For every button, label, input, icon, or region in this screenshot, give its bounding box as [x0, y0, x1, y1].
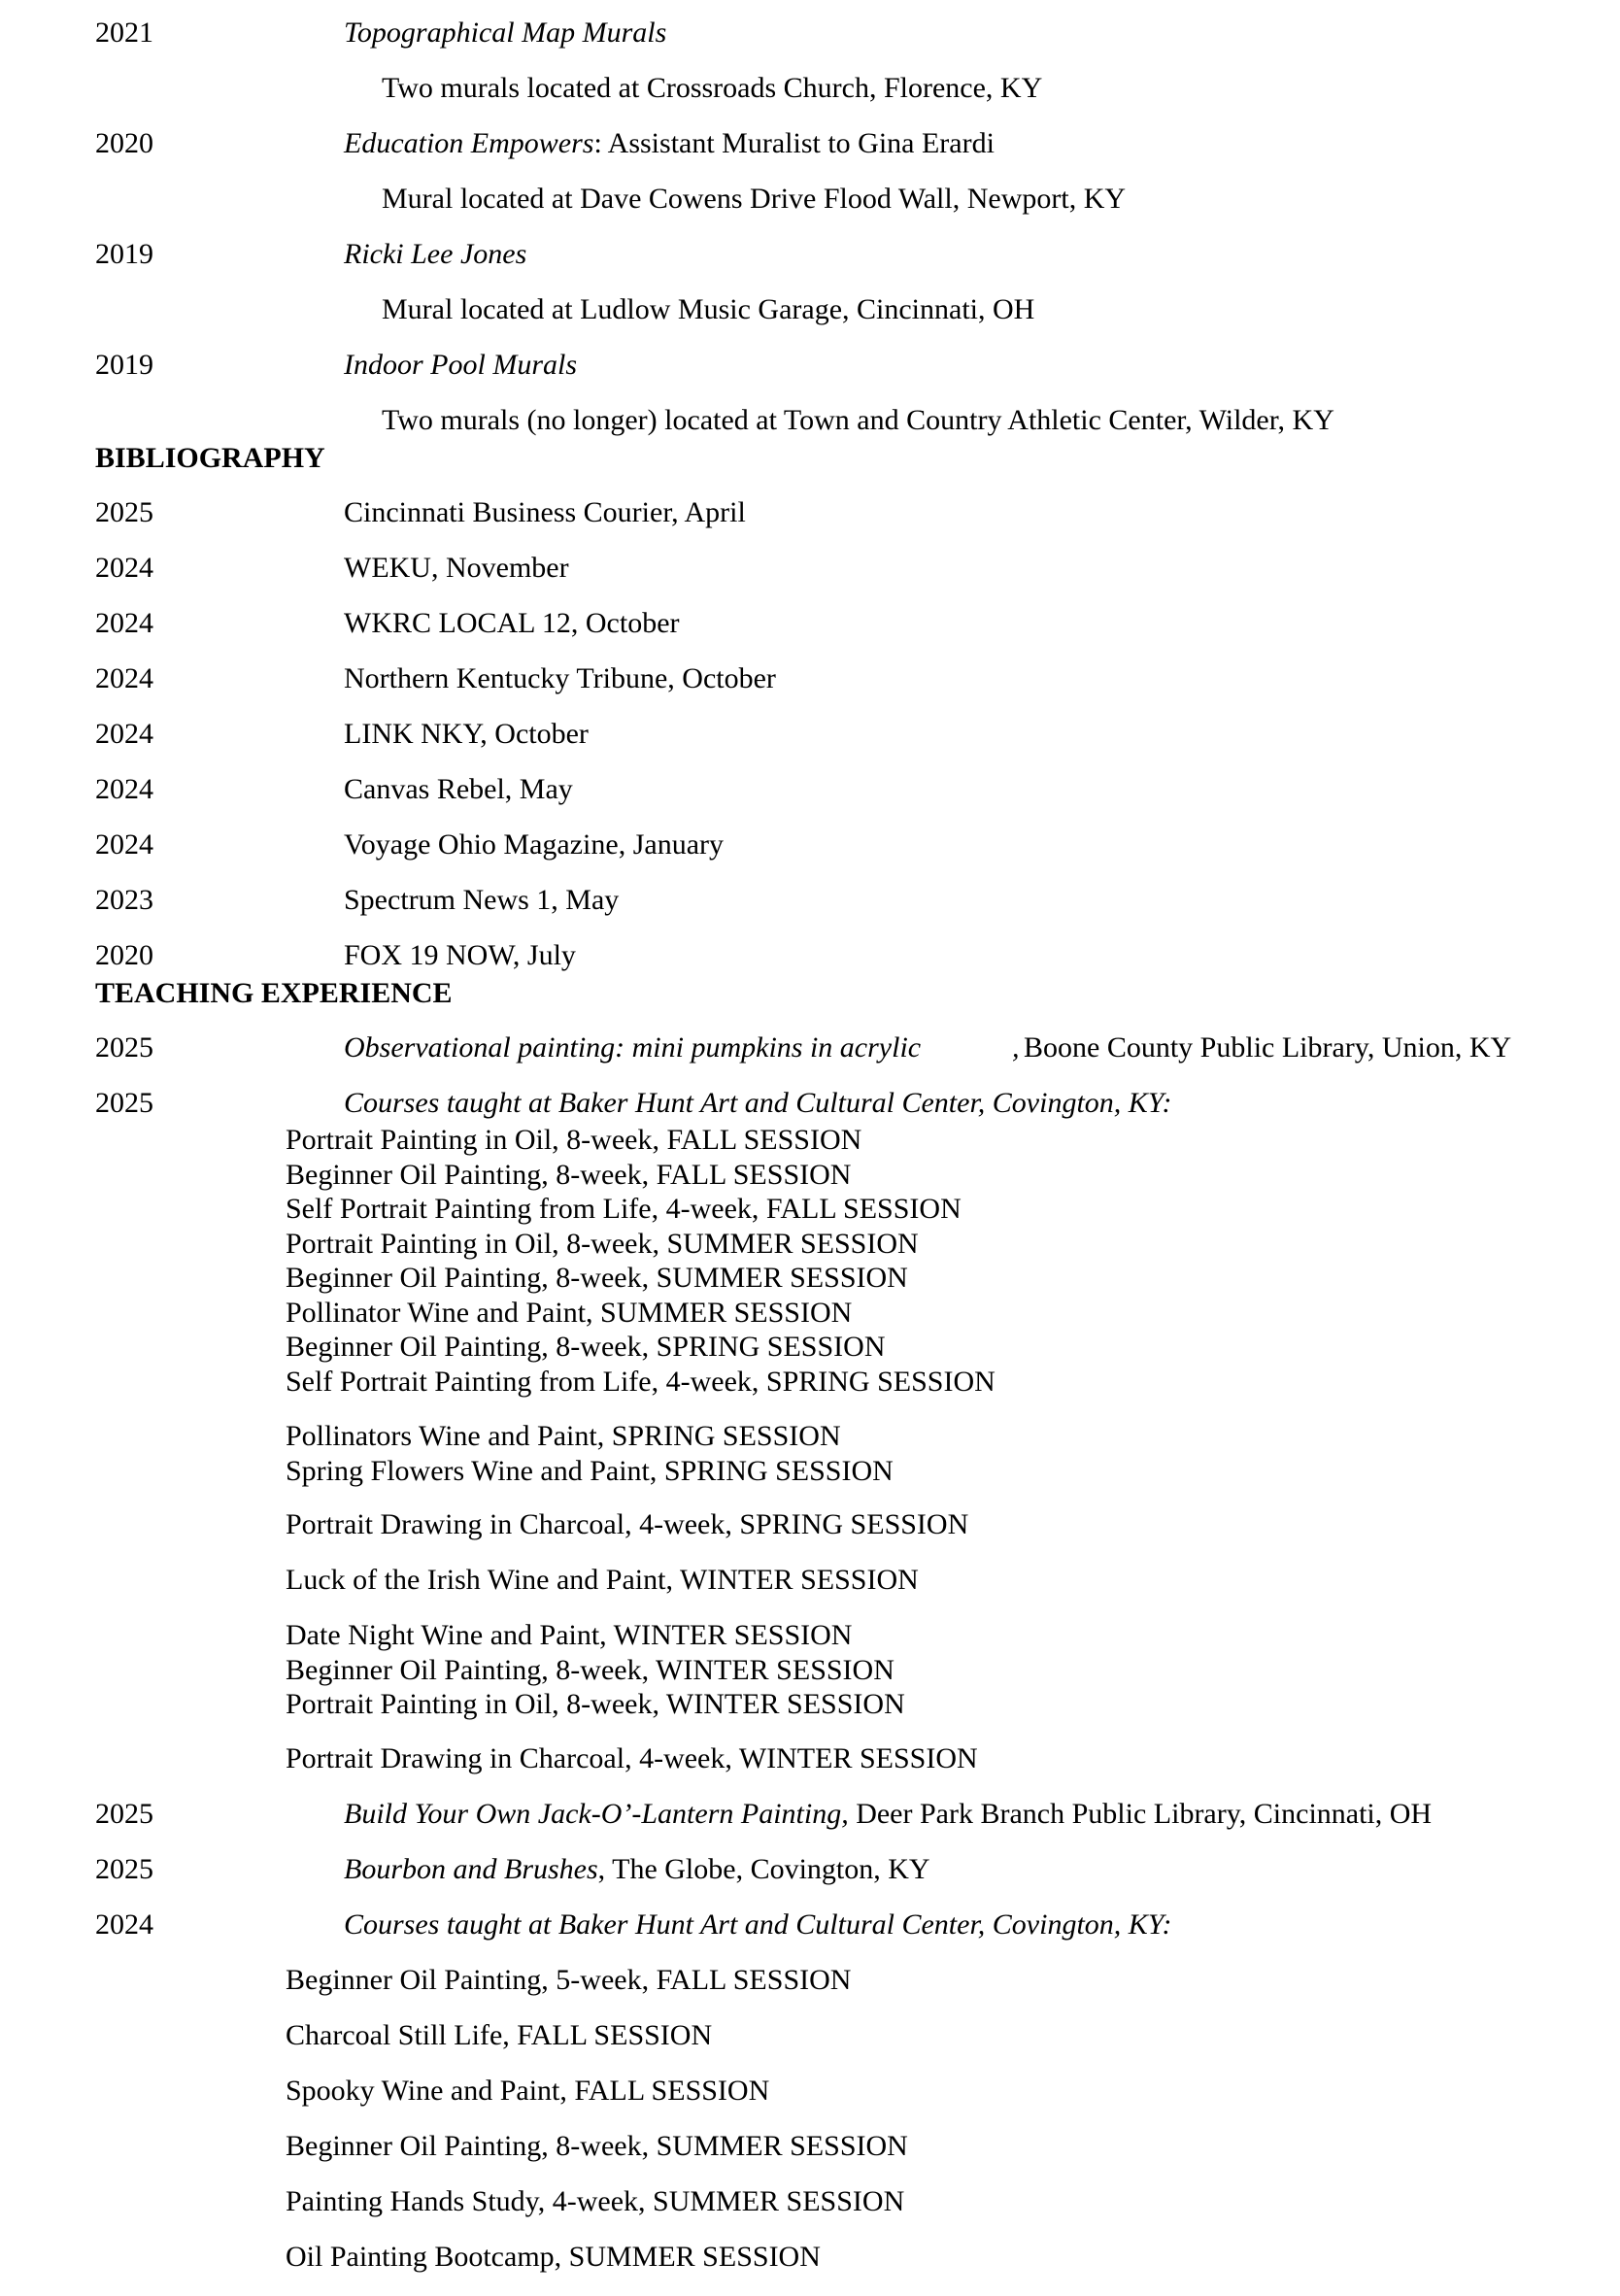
course-item: Spooky Wine and Paint, FALL SESSION: [286, 2075, 770, 2107]
bibliography-year: 2024: [95, 662, 153, 694]
mural-detail: Mural located at Dave Cowens Drive Flood Wall, Newport, KY: [382, 183, 1127, 215]
mural-year: 2019: [95, 238, 153, 270]
mural-detail: Two murals located at Crossroads Church, Florence, KY: [382, 72, 1043, 104]
teaching-year: 2025: [95, 1798, 153, 1830]
teaching-title-line: [344, 1797, 1432, 1832]
bibliography-heading: BIBLIOGRAPHY: [95, 442, 325, 474]
teaching-title-line: [344, 1852, 930, 1887]
teaching-year: 2025: [95, 1031, 153, 1064]
bibliography-entry: LINK NKY, October: [344, 718, 589, 750]
course-item: Portrait Drawing in Charcoal, 4-week, SPRING SESSION: [286, 1508, 969, 1540]
mural-detail: Two murals (no longer) located at Town and Country Athletic Center, Wilder, KY: [382, 404, 1334, 436]
course-item: Spring Flowers Wine and Paint, SPRING SESSION: [286, 1455, 894, 1487]
course-item: Portrait Painting in Oil, 8-week, FALL SESSION: [286, 1124, 862, 1156]
course-item: Oil Painting Bootcamp, SUMMER SESSION: [286, 2241, 821, 2273]
bibliography-year: 2020: [95, 939, 153, 971]
teaching-title: Bourbon and Brushes: [344, 1853, 598, 1885]
bibliography-year: 2023: [95, 884, 153, 916]
course-item: Pollinators Wine and Paint, SPRING SESSION: [286, 1420, 841, 1452]
bibliography-entry: Spectrum News 1, May: [344, 884, 620, 916]
bibliography-entry: Canvas Rebel, May: [344, 773, 573, 805]
course-item: Beginner Oil Painting, 8-week, SUMMER SESSION: [286, 1262, 908, 1294]
course-item: Beginner Oil Painting, 8-week, SPRING SESSION: [286, 1331, 886, 1363]
teaching-heading: TEACHING EXPERIENCE: [95, 977, 453, 1009]
teaching-year: 2024: [95, 1908, 153, 1941]
bibliography-year: 2024: [95, 718, 153, 750]
teaching-venue: Boone County Public Library, Union, KY: [1024, 1031, 1512, 1064]
teaching-title: Courses taught at Baker Hunt Art and Cultural Center, Covington, KY:: [344, 1087, 1172, 1119]
course-item: Self Portrait Painting from Life, 4-week, FALL SESSION: [286, 1193, 962, 1225]
mural-title: Indoor Pool Murals: [344, 349, 577, 381]
bibliography-entry: Cincinnati Business Courier, April: [344, 496, 746, 528]
course-item: Painting Hands Study, 4-week, SUMMER SESSION: [286, 2185, 905, 2217]
bibliography-entry: Northern Kentucky Tribune, October: [344, 662, 776, 694]
mural-title: Education Empowers: [344, 127, 594, 159]
bibliography-year: 2024: [95, 552, 153, 584]
teaching-title-comma: ,: [1012, 1031, 1020, 1064]
mural-title: Ricki Lee Jones: [344, 238, 527, 270]
course-item: Beginner Oil Painting, 8-week, SUMMER SESSION: [286, 2130, 908, 2162]
course-item: Charcoal Still Life, FALL SESSION: [286, 2019, 713, 2051]
bibliography-entry: WKRC LOCAL 12, October: [344, 607, 680, 639]
course-item: Pollinator Wine and Paint, SUMMER SESSION: [286, 1297, 853, 1329]
mural-detail: Mural located at Ludlow Music Garage, Cincinnati, OH: [382, 293, 1035, 325]
bibliography-year: 2025: [95, 496, 153, 528]
mural-title-suffix: : Assistant Muralist to Gina Erardi: [593, 127, 995, 159]
teaching-venue: Deer Park Branch Public Library, Cincinnati, OH: [848, 1798, 1433, 1830]
course-item: Beginner Oil Painting, 5-week, FALL SESSION: [286, 1964, 852, 1996]
teaching-year: 2025: [95, 1087, 153, 1119]
course-item: Beginner Oil Painting, 8-week, FALL SESSION: [286, 1159, 852, 1191]
bibliography-year: 2024: [95, 828, 153, 861]
mural-year: 2019: [95, 349, 153, 381]
teaching-title: Observational painting: mini pumpkins in acrylic: [344, 1031, 922, 1064]
mural-year: 2020: [95, 127, 153, 159]
course-item: Date Night Wine and Paint, WINTER SESSION: [286, 1619, 853, 1651]
bibliography-year: 2024: [95, 773, 153, 805]
teaching-venue: , The Globe, Covington, KY: [597, 1853, 930, 1885]
course-item: Portrait Painting in Oil, 8-week, WINTER SESSION: [286, 1688, 905, 1720]
mural-title-line: [344, 126, 995, 161]
teaching-year: 2025: [95, 1853, 153, 1885]
bibliography-entry: FOX 19 NOW, July: [344, 939, 576, 971]
course-item: Portrait Painting in Oil, 8-week, SUMMER SESSION: [286, 1228, 919, 1260]
teaching-title: Courses taught at Baker Hunt Art and Cultural Center, Covington, KY:: [344, 1908, 1172, 1941]
teaching-title: Build Your Own Jack-O’-Lantern Painting,: [344, 1798, 849, 1830]
course-item: Beginner Oil Painting, 8-week, WINTER SESSION: [286, 1654, 894, 1686]
course-item: Self Portrait Painting from Life, 4-week, SPRING SESSION: [286, 1366, 996, 1398]
bibliography-entry: WEKU, November: [344, 552, 569, 584]
bibliography-year: 2024: [95, 607, 153, 639]
course-item: Luck of the Irish Wine and Paint, WINTER SESSION: [286, 1564, 919, 1596]
bibliography-entry: Voyage Ohio Magazine, January: [344, 828, 724, 861]
course-item: Portrait Drawing in Charcoal, 4-week, WINTER SESSION: [286, 1742, 978, 1774]
mural-title: Topographical Map Murals: [344, 17, 667, 49]
mural-year: 2021: [95, 17, 153, 49]
